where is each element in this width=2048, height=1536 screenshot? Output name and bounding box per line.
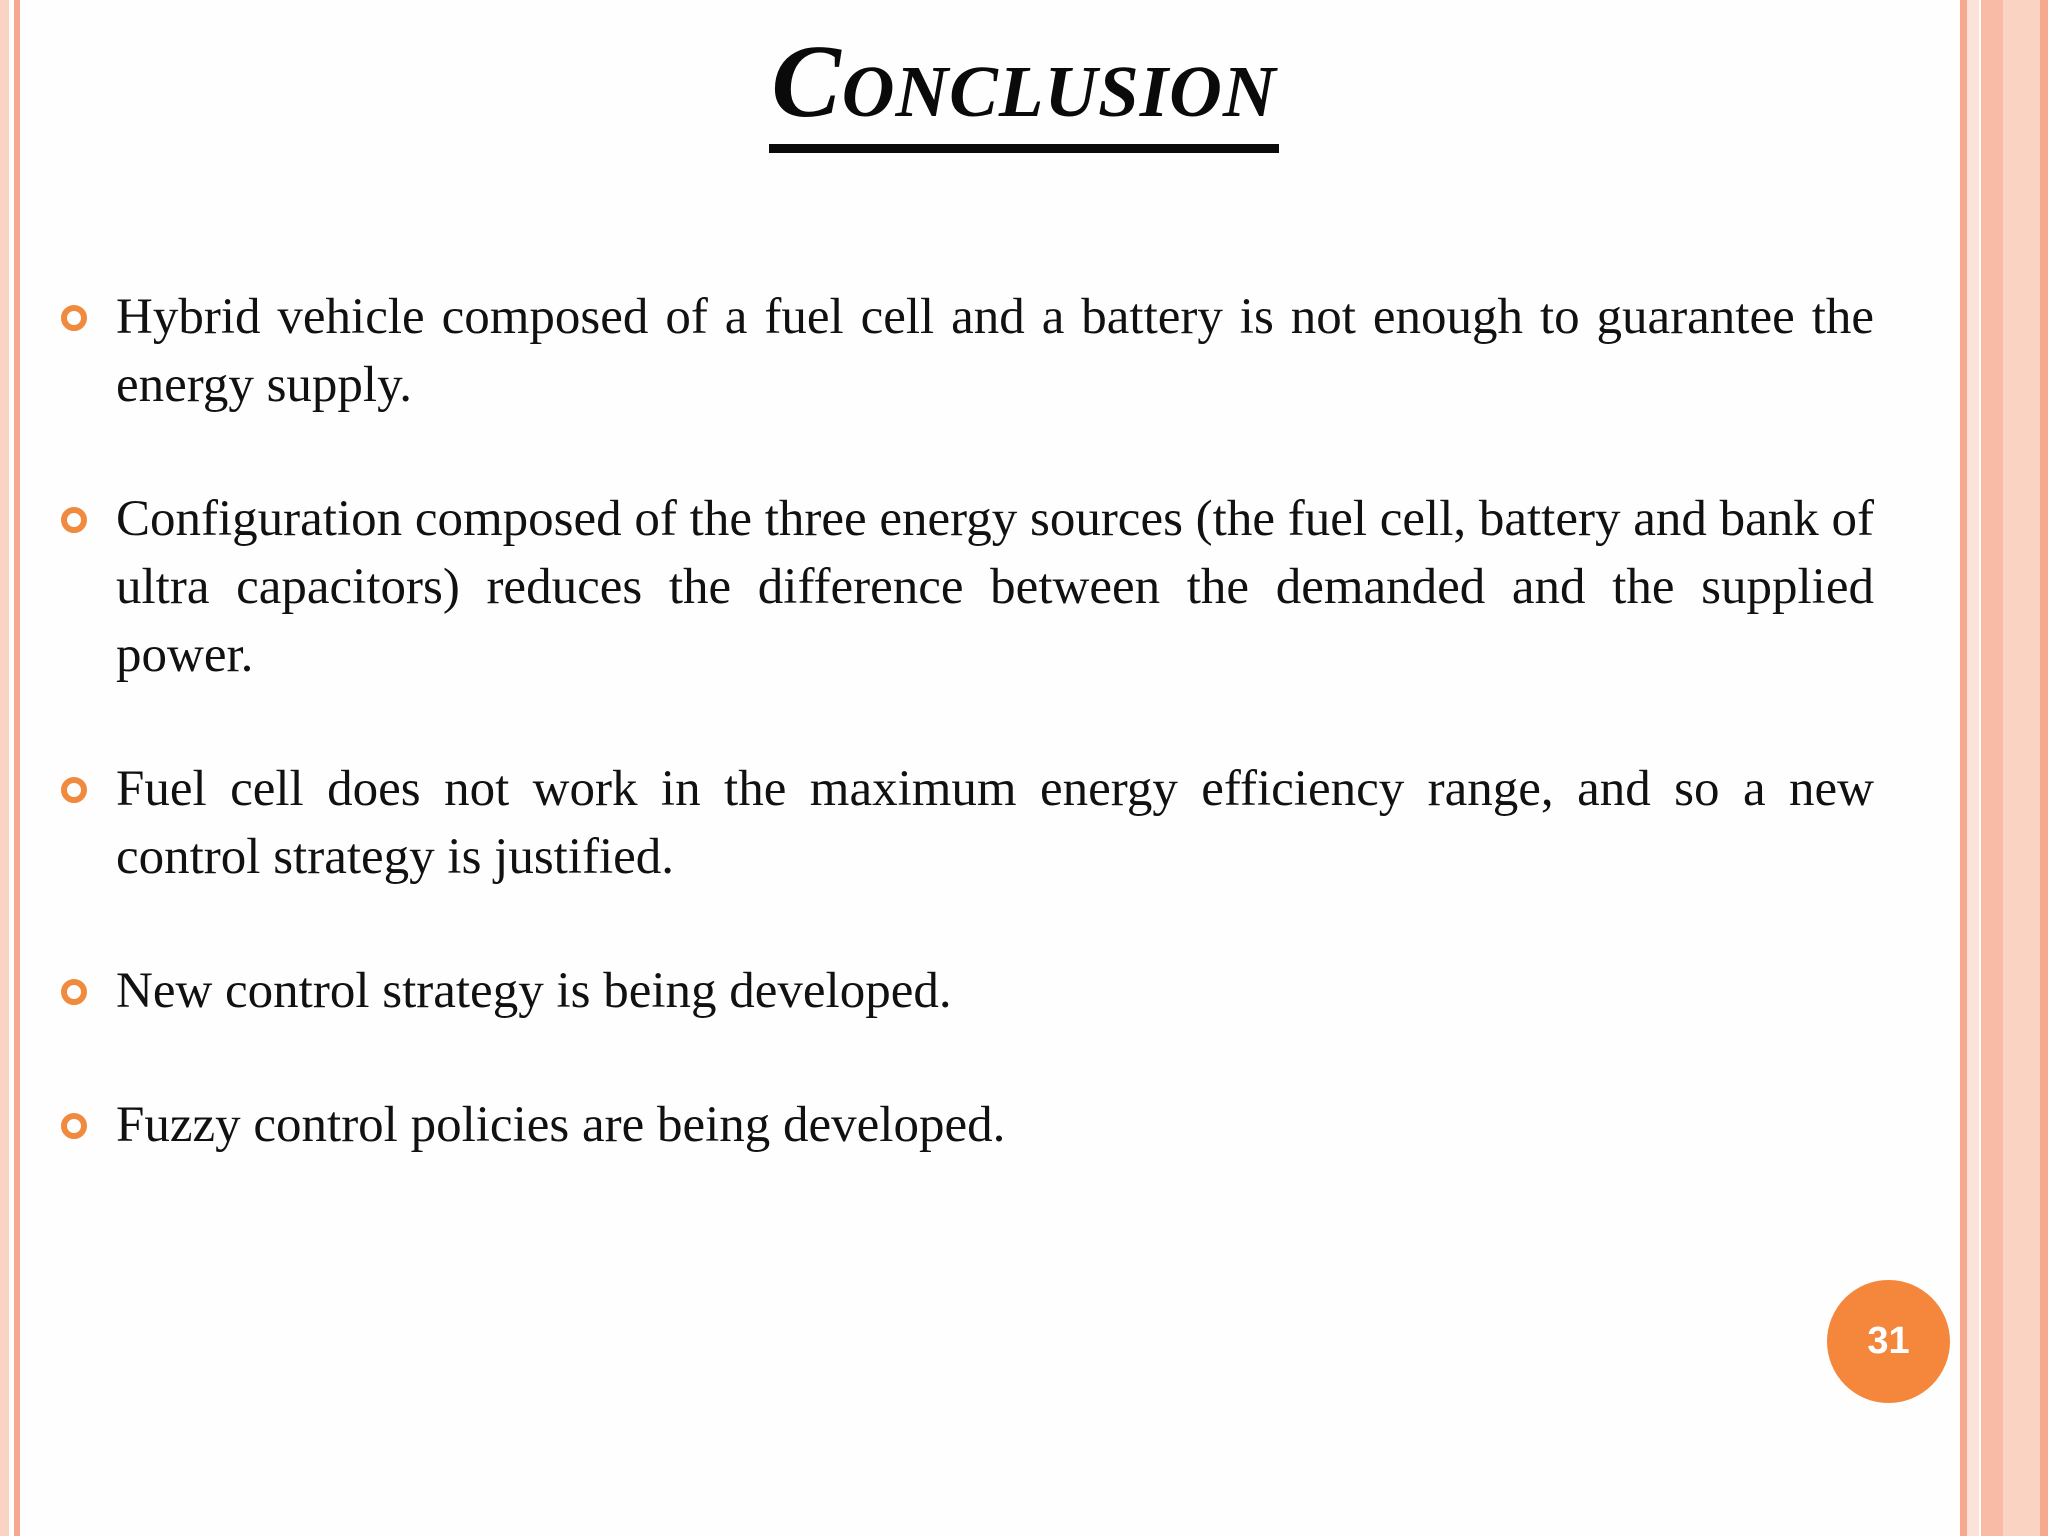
- bullet-text: Hybrid vehicle composed of a fuel cell and a battery is not enough to guarantee the energy supply.: [116, 289, 1874, 413]
- slide-title: [0, 22, 2048, 153]
- circle-outline-icon: [61, 507, 87, 533]
- bullet-item: [56, 957, 1874, 1025]
- bullet-item: [56, 1091, 1874, 1159]
- bullet-text: Configuration composed of the three energy sources (the fuel cell, battery and bank of ultra capacitors) reduces the difference between the demanded and the supplied power.: [116, 491, 1874, 683]
- bullet-text: New control strategy is being developed.: [116, 963, 952, 1019]
- slide-title-text: Conclusion: [769, 27, 1278, 153]
- right-border-stripe: [1981, 0, 2003, 1536]
- page-number-badge: 31: [1827, 1280, 1950, 1403]
- circle-outline-icon: [61, 777, 87, 803]
- right-border-stripe: [1960, 0, 1967, 1536]
- bullet-item: [56, 485, 1874, 689]
- bullet-text: Fuzzy control policies are being developed.: [116, 1097, 1006, 1153]
- bullet-list: [56, 283, 1874, 1225]
- circle-outline-icon: [61, 979, 87, 1005]
- bullet-item: [56, 283, 1874, 419]
- left-border-stripe: [0, 0, 9, 1536]
- bullet-text: Fuel cell does not work in the maximum energy efficiency range, and so a new control strategy is justified.: [116, 761, 1874, 885]
- left-border-stripe: [14, 0, 20, 1536]
- right-border-stripe: [2040, 0, 2048, 1536]
- bullet-item: [56, 755, 1874, 891]
- circle-outline-icon: [61, 305, 87, 331]
- right-border-stripe: [1967, 0, 1979, 1536]
- circle-outline-icon: [61, 1113, 87, 1139]
